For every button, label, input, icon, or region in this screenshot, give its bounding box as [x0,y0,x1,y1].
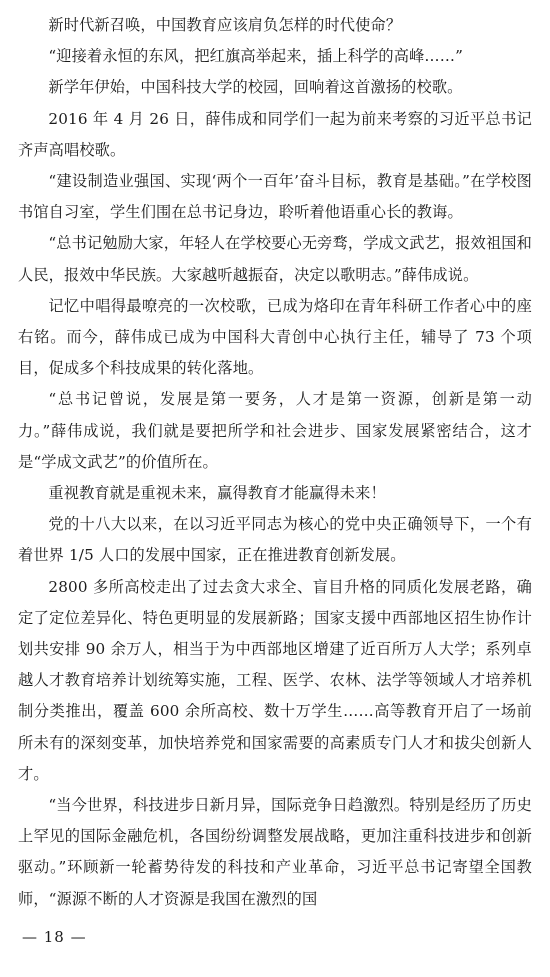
paragraph-4: 2016 年 4 月 26 日，薛伟成和同学们一起为前来考察的习近平总书记齐声高唱校歌。 [18,109,532,159]
paragraph-9: 重视教育就是重视未来，赢得教育才能赢得未来！ [48,484,386,503]
paragraph-1: 新时代新召唤，中国教育应该肩负怎样的时代使命？ [48,16,402,34]
paragraph-7: 记忆中唱得最嘹亮的一次校歌，已成为烙印在青年科研工作者心中的座右铭。而今，薛伟成已成为中国科大青创中心执行主任，辅导了 73 个项目，促成多个科技成果的转化落地。 [18,296,532,378]
paragraph-11: 2800 多所高校走出了过去贪大求全、盲目升格的同质化发展老路，确定了定位差异化、特色更明显的发展新路；国家支援中西部地区招生协作计划共安排 90 余万人，相当于为中西部地区增建了近百所万人大学；系列卓越人才教育培养计划统筹实施，工程、医学、农林、法学等领域人才培养机制分类推出，覆盖 600 余所高校、数十万学生……高等教育开启了一场前所未有的深刻变革，加快培养党和国家需要的高素质专门人才和拔尖创新人才。 [18,577,532,783]
paragraph-5: “建设制造业强国、实现‘两个一百年’奋斗目标，教育是基础。”在学校图书馆自习室，学生们围在总书记身边，聆听着他语重心长的教诲。 [18,172,532,222]
paragraph-6: “总书记勉励大家，年轻人在学校要心无旁骛，学成文武艺，报效祖国和人民，报效中华民族。大家越听越振奋，决定以歌明志。”薛伟成说。 [18,234,532,284]
paragraph-3: 新学年伊始，中国科技大学的校园，回响着这首激扬的校歌。 [48,78,463,97]
paragraph-2: “迎接着永恒的东风，把红旗高举起来，插上科学的高峰……” [48,47,463,66]
page-number: — 18 — [22,928,87,946]
paragraph-12: “当今世界，科技进步日新月异，国际竞争日趋激烈。特别是经历了历史上罕见的国际金融危机，各国纷纷调整发展战略，更加注重科技进步和创新驱动。”环顾新一轮蓄势待发的科技和产业革命，习近平总书记寄望全国教师，“源源不断的人才资源是我国在激烈的国 [18,796,532,908]
article-body [18,10,532,915]
paragraph-8: “总书记曾说，发展是第一要务，人才是第一资源，创新是第一动力。”薛伟成说，我们就是要把所学和社会进步、国家发展紧密结合，这才是“学成文武艺”的价值所在。 [18,390,532,471]
paragraph-10: 党的十八大以来，在以习近平同志为核心的党中央正确领导下，一个有着世界 1/5 人口的发展中国家，正在推进教育创新发展。 [18,515,532,565]
